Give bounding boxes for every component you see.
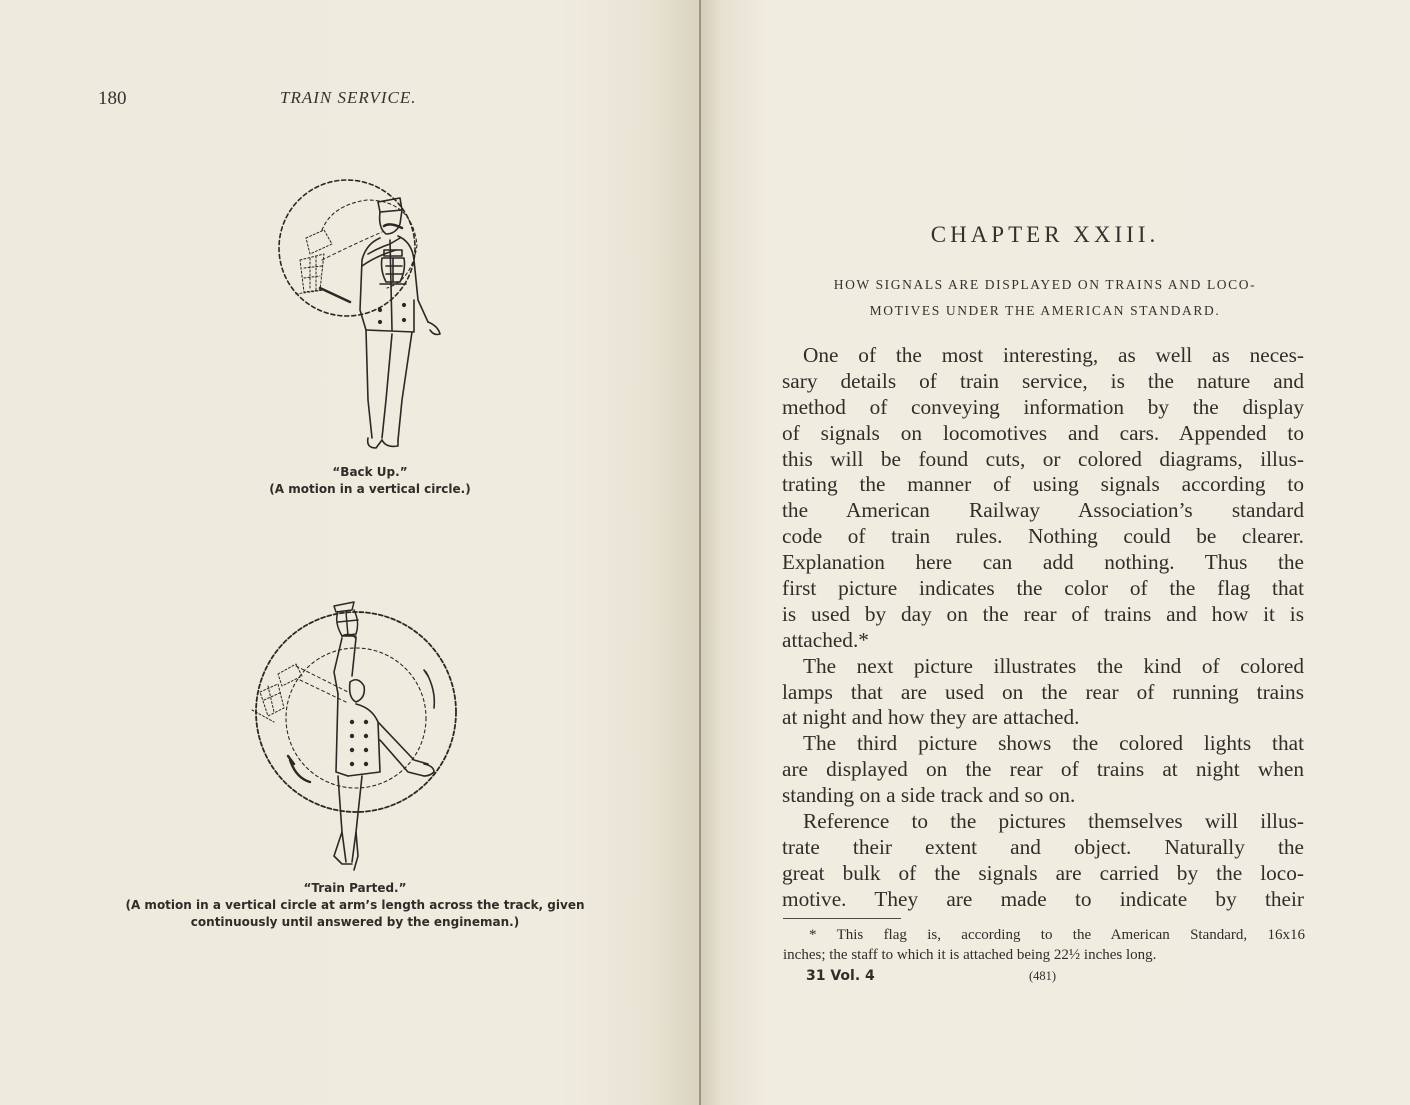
caption-title: “Back Up.” (332, 465, 408, 479)
text-line: is used by day on the rear of trains and how it is (782, 601, 1304, 626)
caption-description-line: (A motion in a vertical circle at arm’s length across the track, given (125, 898, 585, 912)
train-parted-illustration (238, 592, 463, 877)
footnote-line: * This flag is, according to the American Standard, 16x16 (809, 927, 1305, 943)
text-line: the American Railway Association’s standard (782, 498, 1304, 523)
text-line: standing on a side track and so on. (782, 783, 1076, 808)
footnote (783, 926, 1305, 965)
page-number: (481) (1029, 969, 1057, 983)
train-parted-caption (100, 880, 610, 931)
text-line: Reference to the pictures themselves will illus- (803, 809, 1304, 834)
left-page (0, 0, 700, 1105)
text-line: The next picture illustrates the kind of colored (803, 653, 1304, 678)
subtitle-line: MOTIVES UNDER THE AMERICAN STANDARD. (869, 303, 1221, 318)
text-line: at night and how they are attached. (782, 705, 1080, 730)
text-line: great bulk of the signals are carried by the loco- (782, 860, 1304, 885)
printer-signature: 31 Vol. 4 (806, 968, 875, 984)
text-line: attached.* (782, 627, 869, 652)
text-line: lamps that are used on the rear of running trains (782, 679, 1304, 704)
text-line: are displayed on the rear of trains at night when (782, 757, 1304, 782)
text-line: first picture indicates the color of the flag that (782, 576, 1304, 601)
running-title: TRAIN SERVICE. (280, 88, 417, 107)
text-line: trate their extent and object. Naturally the (782, 834, 1304, 859)
text-line: trating the manner of using signals according to (782, 472, 1304, 497)
footnote-line: inches; the staff to which it is attached being 22½ inches long. (783, 946, 1157, 963)
running-head (98, 88, 458, 112)
footnote-divider (783, 918, 901, 919)
chapter-title: CHAPTER XXIII. (930, 222, 1160, 247)
text-line: motive. They are made to indicate by their (782, 886, 1304, 911)
page-number: 180 (98, 88, 127, 109)
chapter-subtitle (780, 272, 1310, 324)
text-line: of signals on locomotives and cars. Appended to (782, 420, 1304, 445)
subtitle-line: HOW SIGNALS ARE DISPLAYED ON TRAINS AND LOCO- (833, 277, 1257, 292)
text-line: this will be found cuts, or colored diagrams, illus- (782, 446, 1304, 471)
caption-description: (A motion in a vertical circle.) (269, 482, 471, 496)
book-gutter (699, 0, 701, 1105)
body-text (782, 343, 1304, 913)
text-line: Explanation here can add nothing. Thus the (782, 550, 1304, 575)
conductor-lantern-overhead-icon (238, 592, 463, 877)
back-up-caption (200, 464, 540, 498)
text-line: method of conveying information by the display (782, 394, 1304, 419)
text-line: The third picture shows the colored lights that (803, 731, 1304, 756)
conductor-lantern-circle-icon (262, 170, 462, 455)
back-up-illustration (262, 170, 462, 455)
caption-title: “Train Parted.” (303, 881, 407, 895)
text-line: One of the most interesting, as well as neces- (803, 343, 1304, 367)
text-line: sary details of train service, is the nature and (782, 368, 1304, 393)
caption-description-line: continuously until answered by the engineman.) (190, 915, 520, 929)
text-line: code of train rules. Nothing could be clearer. (782, 524, 1304, 549)
